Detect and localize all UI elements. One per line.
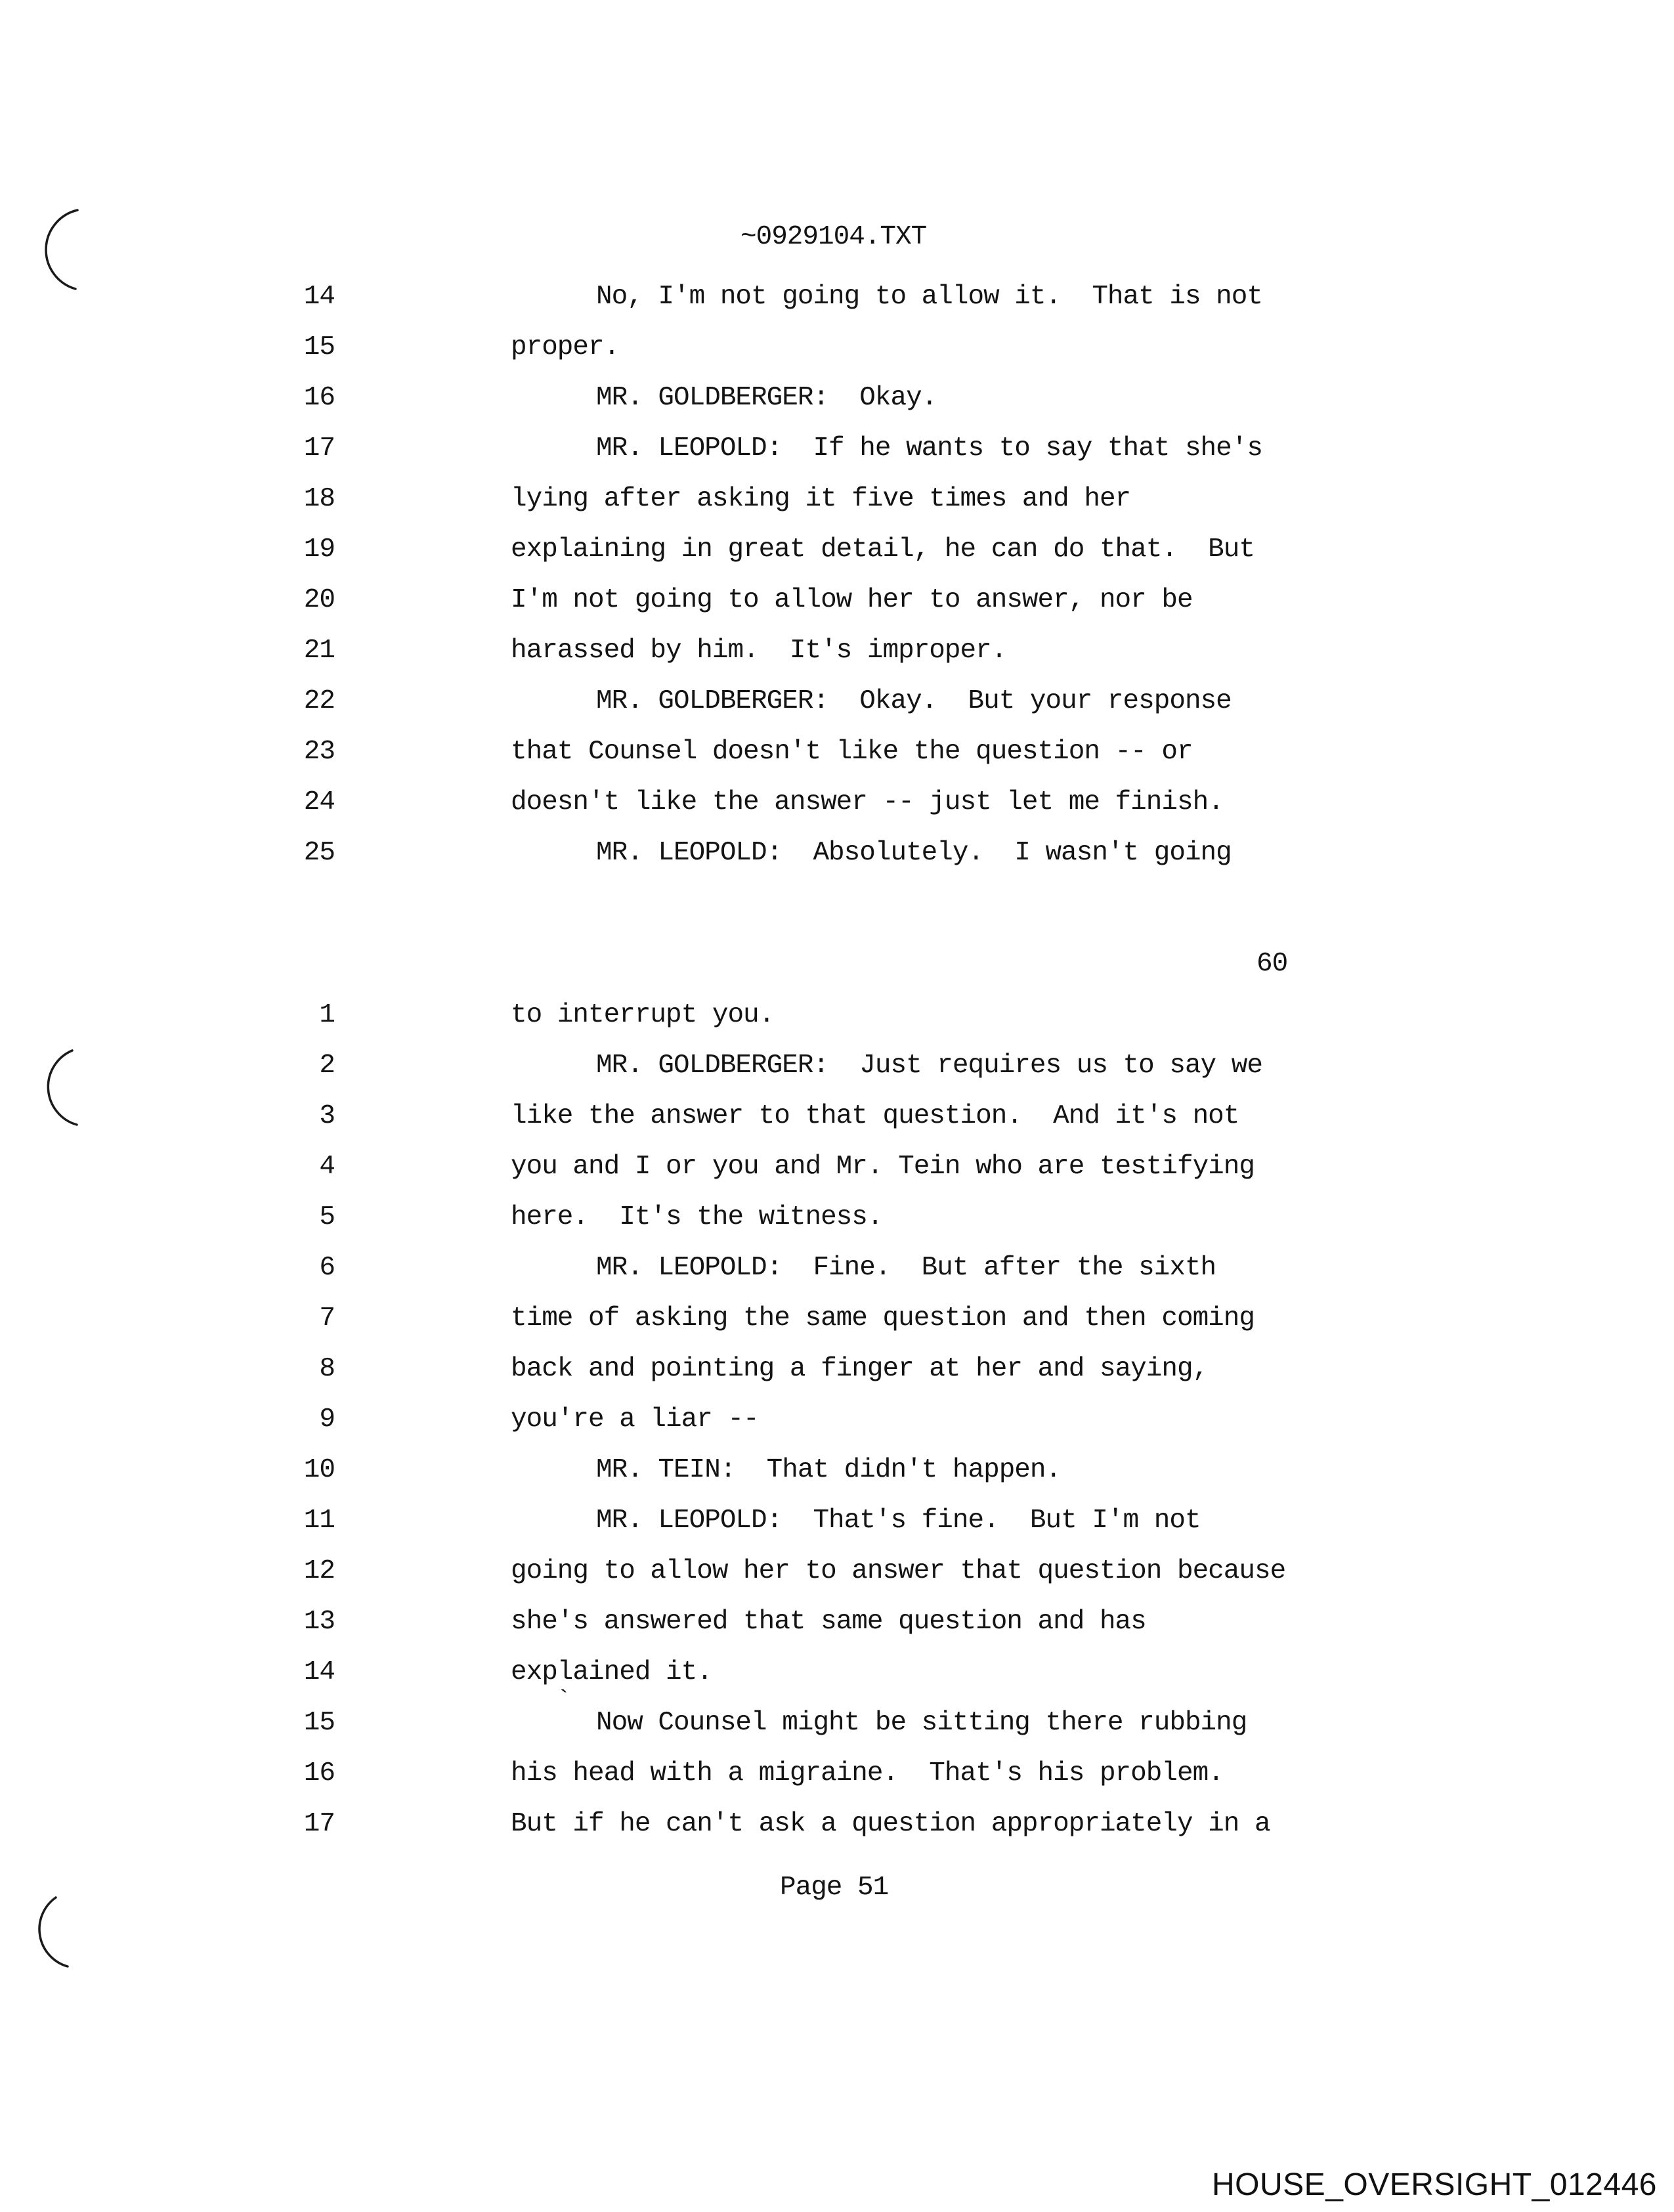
line-text: MR. LEOPOLD: Fine. But after the sixth (596, 1253, 1216, 1283)
line-number: 2 (319, 1051, 335, 1081)
line-text: No, I'm not going to allow it. That is not (596, 282, 1262, 312)
transcript-line (0, 423, 1674, 474)
line-text: that Counsel doesn't like the question -- or (511, 737, 1193, 767)
line-number: 5 (319, 1202, 335, 1232)
line-text: I'm not going to allow her to answer, nor be (511, 585, 1193, 615)
bates-stamp: HOUSE_OVERSIGHT_012446 (1212, 2167, 1657, 2202)
page-footer: Page 51 (780, 1873, 889, 1903)
transcript-line (0, 676, 1674, 727)
line-number: 12 (303, 1556, 335, 1586)
transcript-line (0, 1647, 1674, 1698)
transcript-line (0, 1243, 1674, 1293)
line-text: here. It's the witness. (511, 1202, 883, 1232)
transcript-line (0, 626, 1674, 676)
line-text: lying after asking it five times and her (511, 484, 1131, 514)
line-number: 19 (303, 534, 335, 565)
line-number: 8 (319, 1354, 335, 1384)
line-text: going to allow her to answer that question because (511, 1556, 1286, 1586)
line-text: you're a liar -- (511, 1404, 759, 1435)
line-number: 7 (319, 1303, 335, 1334)
line-number: 22 (303, 686, 335, 716)
transcript-line (0, 322, 1674, 373)
transcript-line (0, 474, 1674, 525)
transcript-line (0, 990, 1674, 1041)
transcript-line (0, 1496, 1674, 1546)
line-number: 4 (319, 1152, 335, 1182)
line-text: you and I or you and Mr. Tein who are testifying (511, 1152, 1255, 1182)
transcript-line (0, 1293, 1674, 1344)
line-text: explained it. (511, 1657, 712, 1687)
line-number: 13 (303, 1607, 335, 1637)
transcript-line (0, 828, 1674, 878)
transcript-line (0, 1041, 1674, 1091)
transcript-line (0, 777, 1674, 828)
document-title: ~0929104.TXT (740, 222, 927, 252)
line-text: But if he can't ask a question appropriately in a (511, 1809, 1270, 1839)
transcript-line (0, 1192, 1674, 1243)
line-text: back and pointing a finger at her and saying, (511, 1354, 1209, 1384)
transcript-line (0, 1748, 1674, 1799)
line-number: 6 (319, 1253, 335, 1283)
line-text: MR. LEOPOLD: If he wants to say that she's (596, 433, 1262, 464)
transcript-line (0, 1091, 1674, 1142)
transcript-line (0, 525, 1674, 575)
transcript-line (0, 1344, 1674, 1395)
line-number: 24 (303, 787, 335, 817)
line-number: 23 (303, 737, 335, 767)
line-text: MR. LEOPOLD: That's fine. But I'm not (596, 1506, 1201, 1536)
line-number: 17 (303, 433, 335, 464)
line-text: like the answer to that question. And it's not (511, 1101, 1239, 1131)
line-number: 9 (319, 1404, 335, 1435)
line-number: 10 (303, 1455, 335, 1485)
transcript-line (0, 575, 1674, 626)
line-text: MR. GOLDBERGER: Okay. (596, 383, 937, 413)
line-number: 18 (303, 484, 335, 514)
line-number: 21 (303, 636, 335, 666)
transcript-line (0, 272, 1674, 322)
line-number: 14 (303, 282, 335, 312)
line-text: MR. GOLDBERGER: Just requires us to say we (596, 1051, 1262, 1081)
line-number: 17 (303, 1809, 335, 1839)
line-number: 15 (303, 1708, 335, 1738)
line-number: 15 (303, 332, 335, 362)
line-number: 20 (303, 585, 335, 615)
transcript-line (0, 727, 1674, 777)
line-number: 1 (319, 1000, 335, 1030)
line-text: MR. LEOPOLD: Absolutely. I wasn't going (596, 838, 1232, 868)
line-text: she's answered that same question and has (511, 1607, 1146, 1637)
line-text: time of asking the same question and then coming (511, 1303, 1255, 1334)
line-text: proper. (511, 332, 620, 362)
transcript-page-number: 60 (1256, 949, 1288, 979)
line-number: 14 (303, 1657, 335, 1687)
line-text: explaining in great detail, he can do that. But (511, 534, 1255, 565)
line-text: MR. TEIN: That didn't happen. (596, 1455, 1062, 1485)
line-text: Now Counsel might be sitting there rubbing (596, 1708, 1247, 1738)
line-text: harassed by him. It's improper. (511, 636, 1007, 666)
hole-punch-mark-bottom (39, 1898, 68, 1966)
transcript-line (0, 1445, 1674, 1496)
transcript-line (0, 1142, 1674, 1192)
line-number: 16 (303, 1758, 335, 1789)
line-number: 11 (303, 1506, 335, 1536)
line-text: doesn't like the answer -- just let me finish. (511, 787, 1224, 817)
line-text: his head with a migraine. That's his problem. (511, 1758, 1224, 1789)
line-number: 25 (303, 838, 335, 868)
transcript-line (0, 1597, 1674, 1647)
transcript-line (0, 1698, 1674, 1748)
transcript-line (0, 1395, 1674, 1445)
line-text: MR. GOLDBERGER: Okay. But your response (596, 686, 1232, 716)
transcript-line (0, 1799, 1674, 1850)
line-number: 3 (319, 1101, 335, 1131)
line-number: 16 (303, 383, 335, 413)
scan-artifact-mark: ` (557, 1687, 571, 1714)
line-text: to interrupt you. (511, 1000, 775, 1030)
transcript-line (0, 373, 1674, 423)
transcript-line (0, 1546, 1674, 1597)
